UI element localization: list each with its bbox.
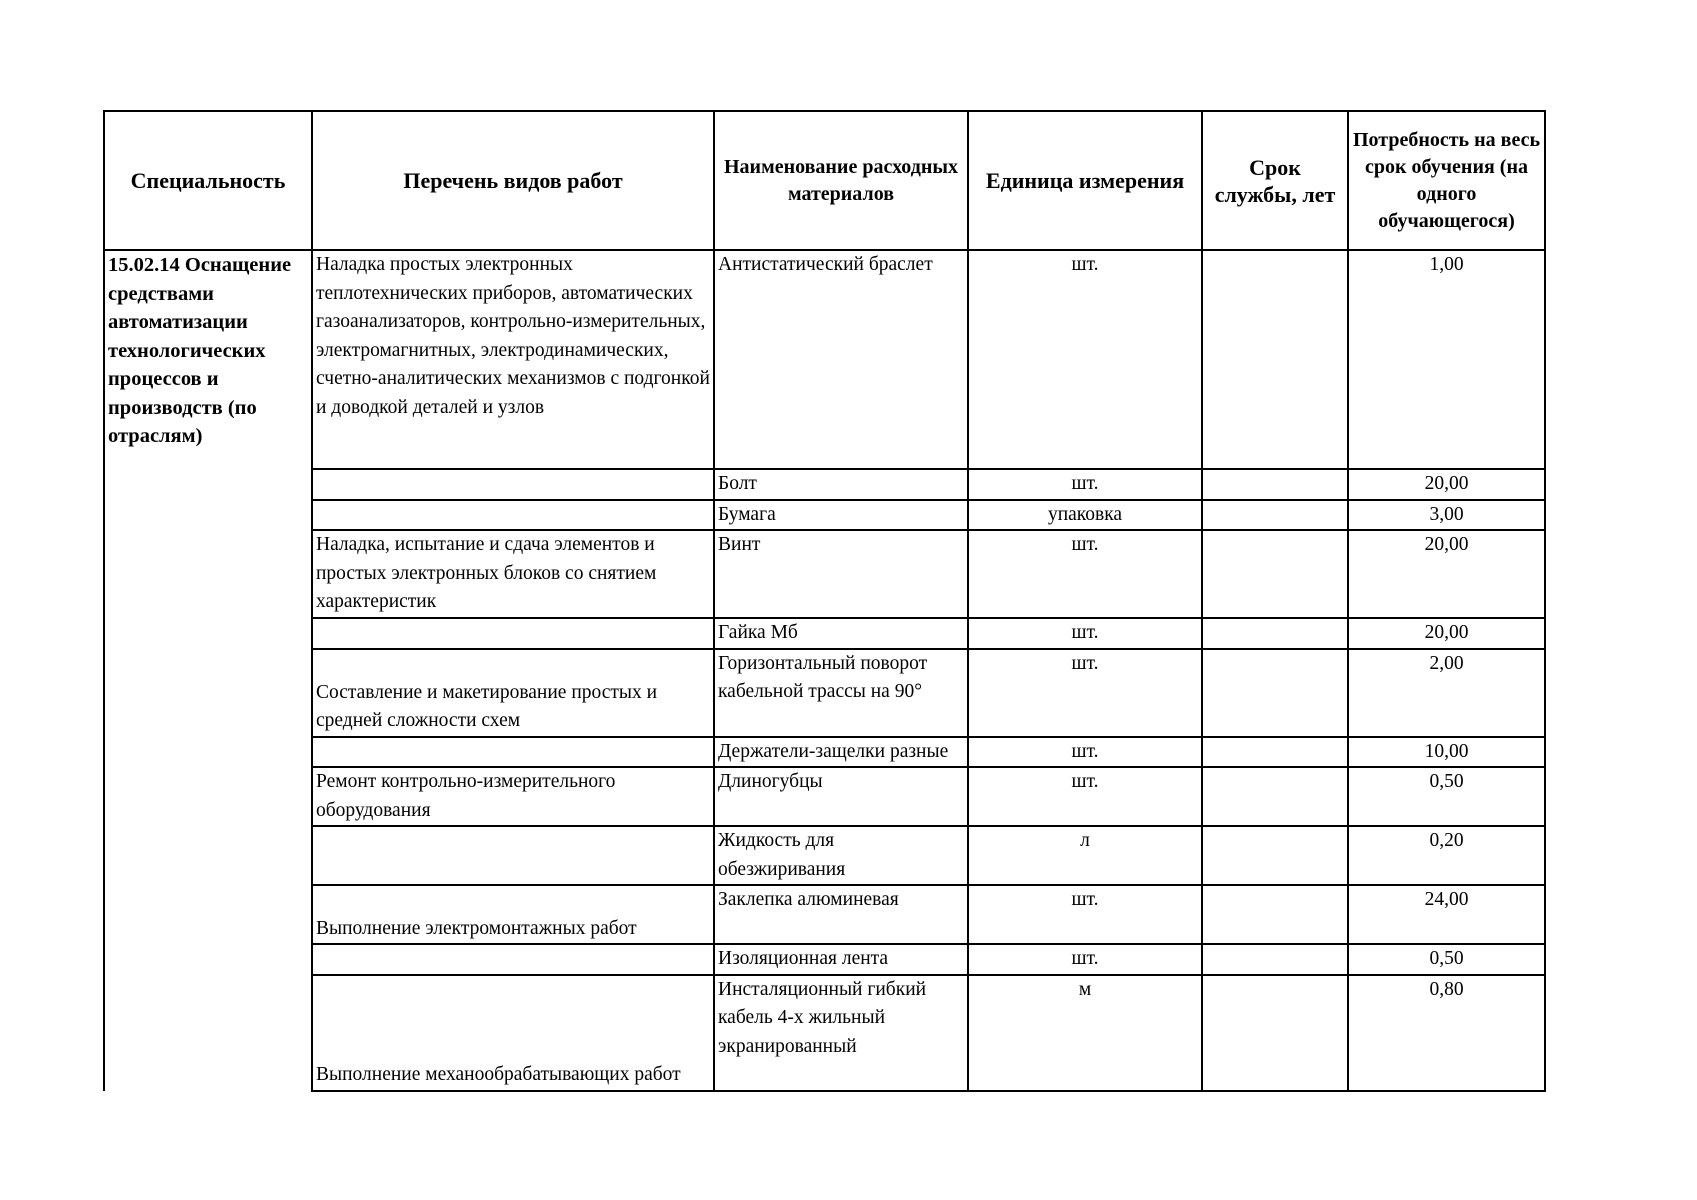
need-cell: 3,00 [1348,500,1545,531]
unit-cell: шт. [968,469,1202,500]
service-life-cell [1202,649,1348,737]
header-specialty: Специальность [104,111,312,250]
service-life-cell [1202,885,1348,944]
table-row [104,469,1545,500]
material-cell: Антистатический браслет [714,250,968,469]
table-row [104,975,1545,1091]
unit-cell: л [968,826,1202,885]
unit-cell: шт. [968,530,1202,618]
material-cell: Инсталяционный гибкий кабель 4-х жильный экранированный [714,975,968,1091]
consumables-table [103,110,1546,1092]
unit-cell: м [968,975,1202,1091]
service-life-cell [1202,469,1348,500]
material-cell: Гайка Мб [714,618,968,649]
material-cell: Горизонтальный поворот кабельной трассы на 90° [714,649,968,737]
need-cell: 20,00 [1348,469,1545,500]
material-cell: Бумага [714,500,968,531]
need-cell: 2,00 [1348,649,1545,737]
work-cell: Наладка, испытание и сдача элементов и простых электронных блоков со снятием характеристик [312,530,714,618]
work-cell [312,737,714,768]
table-row [104,885,1545,944]
work-cell [312,618,714,649]
work-cell: Выполнение электромонтажных работ [312,885,714,944]
need-cell: 24,00 [1348,885,1545,944]
header-row [104,111,1545,250]
material-cell: Длиногубцы [714,767,968,826]
material-cell: Изоляционная лента [714,944,968,975]
table-row [104,944,1545,975]
work-cell [312,500,714,531]
material-cell: Винт [714,530,968,618]
service-life-cell [1202,944,1348,975]
work-cell [312,944,714,975]
need-cell: 20,00 [1348,618,1545,649]
need-cell: 0,80 [1348,975,1545,1091]
header-works: Перечень видов работ [312,111,714,250]
unit-cell: шт. [968,767,1202,826]
work-cell: Ремонт контрольно-измерительного оборудования [312,767,714,826]
header-material: Наименование расходных материалов [714,111,968,250]
header-service-life: Срок службы, лет [1202,111,1348,250]
need-cell: 0,50 [1348,944,1545,975]
header-need: Потребность на весь срок обучения (на одного обучающегося) [1348,111,1545,250]
material-cell: Держатели-защелки разные [714,737,968,768]
work-cell: Составление и макетирование простых и средней сложности схем [312,649,714,737]
service-life-cell [1202,618,1348,649]
table-row [104,250,1545,469]
unit-cell: шт. [968,649,1202,737]
service-life-cell [1202,737,1348,768]
unit-cell: шт. [968,250,1202,469]
service-life-cell [1202,530,1348,618]
work-cell [312,826,714,885]
need-cell: 0,20 [1348,826,1545,885]
material-cell: Болт [714,469,968,500]
table-row [104,737,1545,768]
specialty-cell: 15.02.14 Оснащение средствами автоматизации технологических процессов и производств (по отраслям) [104,250,312,1091]
material-cell: Заклепка алюминевая [714,885,968,944]
header-unit: Единица измерения [968,111,1202,250]
need-cell: 1,00 [1348,250,1545,469]
need-cell: 20,00 [1348,530,1545,618]
unit-cell: шт. [968,737,1202,768]
table-row [104,530,1545,618]
need-cell: 10,00 [1348,737,1545,768]
table-row [104,826,1545,885]
service-life-cell [1202,500,1348,531]
table-row [104,767,1545,826]
service-life-cell [1202,826,1348,885]
work-cell: Выполнение механообрабатывающих работ [312,975,714,1091]
table-row [104,500,1545,531]
need-cell: 0,50 [1348,767,1545,826]
unit-cell: шт. [968,885,1202,944]
table-row [104,618,1545,649]
work-cell [312,469,714,500]
table-row [104,649,1545,737]
material-cell: Жидкость для обезжиривания [714,826,968,885]
unit-cell: шт. [968,944,1202,975]
service-life-cell [1202,250,1348,469]
unit-cell: шт. [968,618,1202,649]
service-life-cell [1202,975,1348,1091]
service-life-cell [1202,767,1348,826]
unit-cell: упаковка [968,500,1202,531]
work-cell: Наладка простых электронных теплотехнических приборов, автоматических газоанализаторов, контрольно-измерительных, электромагнитных, электродинамических, счетно-аналитических механизмов с подгонкой и доводкой деталей и узлов [312,250,714,469]
